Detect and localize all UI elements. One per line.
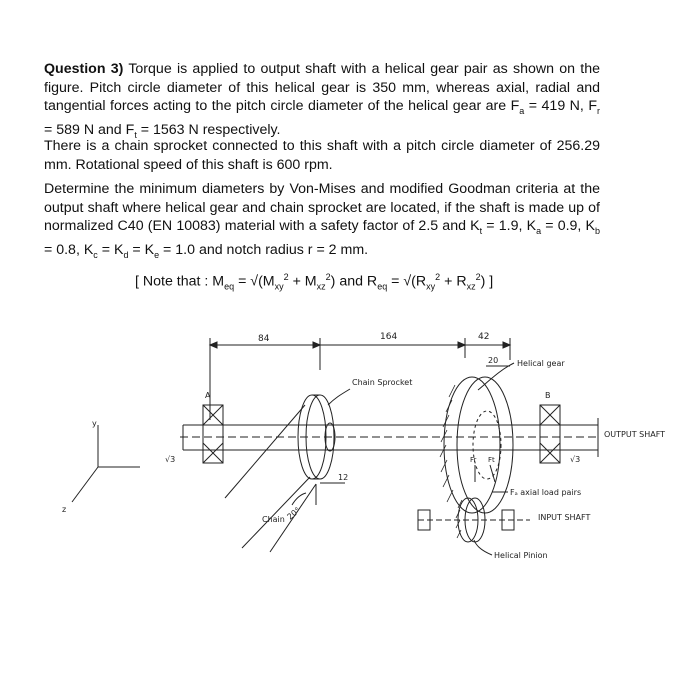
axial-load-label: Fₐ axial load pairs — [510, 488, 582, 497]
bearing-b-label: B — [545, 391, 551, 400]
r-formula-mid: = √(R — [387, 273, 427, 290]
dim-164: 164 — [380, 332, 398, 342]
bearing-a-label: A — [205, 391, 211, 400]
req-sub: eq — [377, 281, 388, 292]
kt-value: = 1.9, K — [482, 218, 537, 235]
input-shaft — [418, 498, 530, 542]
r-close: ) ] — [480, 273, 494, 290]
dim-42: 42 — [478, 332, 490, 342]
sq3: 2 — [435, 272, 441, 282]
rxz-sub: xz — [466, 281, 476, 292]
question-label: Question 3) — [44, 61, 124, 77]
fa-value: = 419 N, F — [524, 98, 598, 115]
dim-84: 84 — [258, 334, 270, 344]
kb-value: = 0.8, K — [44, 241, 94, 258]
sq1: 2 — [283, 272, 289, 282]
meq-sub: eq — [224, 281, 235, 292]
helical-pinion-leader — [474, 540, 492, 555]
mxy-sub: xy — [274, 281, 284, 292]
helical-gear-label: Helical gear — [517, 359, 565, 368]
note-open: [ Note that : M — [135, 273, 225, 290]
chain-label: Chain — [262, 515, 285, 524]
force-ft-arrow — [490, 465, 495, 482]
helical-gear-leader — [478, 363, 514, 390]
helical-pinion-label: Helical Pinion — [494, 551, 548, 560]
axis-z-label: z — [62, 505, 67, 514]
kd-sub: d — [123, 249, 129, 260]
dim-12: 12 — [338, 473, 349, 482]
ka-sub: a — [536, 226, 542, 237]
force-ft-label: Ft — [488, 456, 495, 464]
ke-value: = 1.0 and notch radius r = 2 mm. — [159, 241, 369, 258]
input-shaft-label: INPUT SHAFT — [538, 513, 591, 522]
angle-label: 20° — [285, 505, 303, 522]
output-shaft-label: OUTPUT SHAFT — [604, 430, 666, 439]
fr-value: = 589 N and F — [44, 121, 135, 138]
kd-value: = K — [128, 241, 155, 258]
sqrt3-right: √3 — [570, 455, 581, 464]
kb-sub: b — [595, 226, 601, 237]
kt-sub: t — [479, 226, 483, 237]
coordinate-axes — [72, 425, 140, 502]
chain-sprocket-label: Chain Sprocket — [352, 378, 413, 387]
chain — [225, 405, 316, 552]
sq4: 2 — [475, 272, 481, 282]
question-paragraph-2: There is a chain sprocket connected to this shaft with a pitch circle diameter of 256.29 mm. Rotational speed of this shaft is 600 rpm. — [44, 138, 600, 173]
fa-sub: a — [519, 106, 525, 117]
p3-text: Determine the minimum diameters by Von-Mises and modified Goodman criteria at the output shaft where helical gear and chain sprocket are located, if the shaft is made up of normalized C40 (EN 10083) material with a safety factor of 2.5 and K — [44, 181, 600, 235]
mxz-sub: xz — [316, 281, 326, 292]
sq2: 2 — [325, 272, 331, 282]
ft-sub: t — [134, 129, 137, 140]
force-fr-label: Fr — [470, 456, 477, 464]
axis-y-label: y — [92, 419, 97, 428]
sqrt3-left: √3 — [165, 455, 176, 464]
dim-20: 20 — [488, 356, 499, 365]
output-shaft — [180, 418, 600, 457]
m-formula-mid: = √(M — [234, 273, 275, 290]
m-close: ) and R — [330, 273, 378, 290]
fr-sub: r — [597, 106, 601, 117]
ka-value: = 0.9, K — [541, 218, 595, 235]
bearing-b — [540, 405, 560, 463]
kc-value: = K — [97, 241, 124, 258]
ke-sub: e — [154, 249, 160, 260]
kc-sub: c — [93, 249, 98, 260]
helical-gear — [440, 377, 513, 513]
p1-text: Torque is applied to output shaft with a helical gear pair as shown on the figure. Pitch circle diameter of this helical gear is 350 mm, whereas axial, radial and tangential forces acting to the pitch circle diameter of the helical gear are F — [44, 61, 600, 115]
ft-value: = 1563 N respectively. — [136, 121, 281, 138]
m-plus: + M — [288, 273, 317, 290]
chain-sprocket-leader — [328, 389, 350, 405]
rxy-sub: xy — [426, 281, 436, 292]
r-plus: + R — [440, 273, 467, 290]
bearing-a — [203, 405, 223, 463]
